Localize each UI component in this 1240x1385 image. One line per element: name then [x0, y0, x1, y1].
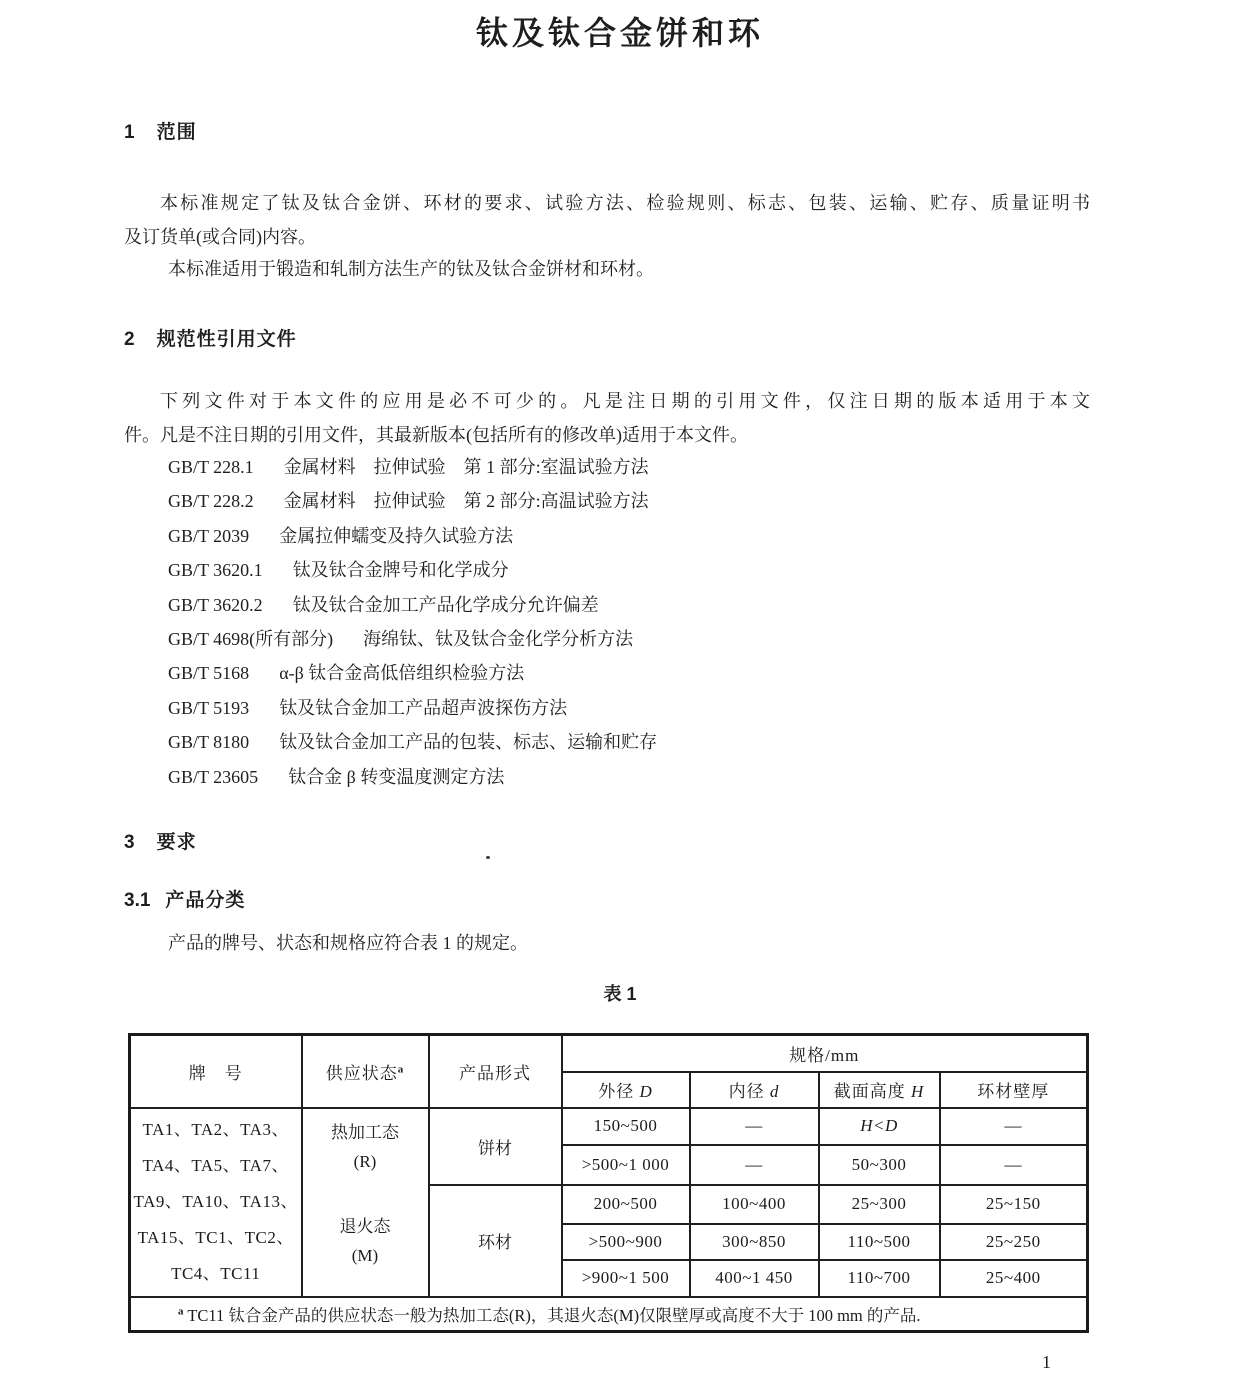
reference-code: GB/T 2039	[168, 525, 250, 546]
col-header-grade: 牌 号	[130, 1035, 302, 1108]
table-1-caption: 表 1	[603, 984, 637, 1004]
cell-height-r1: H<D	[819, 1108, 940, 1145]
reference-code: GB/T 3620.2	[168, 594, 263, 615]
cell-wall-r5: 25~400	[940, 1260, 1088, 1297]
reference-title: 钛及钛合金加工产品的包装、标志、运输和贮存	[279, 732, 658, 753]
reference-item	[168, 553, 1090, 587]
col-header-product-form: 产品形式	[429, 1035, 562, 1108]
section-1-number: 1	[124, 122, 135, 143]
section-2-heading	[124, 324, 297, 351]
reference-item	[168, 484, 1090, 518]
col-header-inner-diameter: 内径 d	[690, 1072, 819, 1108]
reference-title: α-β 钛合金高低倍组织检验方法	[279, 663, 525, 684]
footnote-marker: a	[178, 1305, 184, 1318]
footnote-marker: a	[397, 1063, 405, 1076]
page-number: 1	[1042, 1352, 1051, 1372]
cell-inner-d-r2: —	[690, 1145, 819, 1185]
scope-paragraph-1-line-2: 及订货单(或合同)内容。	[124, 227, 316, 247]
section-3-1-heading	[124, 885, 245, 912]
reference-title: 海绵钛、钛及钛合金化学分析方法	[363, 629, 634, 650]
section-3-1-number: 3.1	[124, 890, 151, 911]
supply-state-annealed: 退火态 (M)	[339, 1216, 391, 1265]
cell-wall-r3: 25~150	[940, 1185, 1088, 1224]
section-1-title: 范围	[156, 122, 197, 143]
scope-paragraph-2: 本标准适用于锻造和轧制方法生产的钛及钛合金饼材和环材。	[168, 259, 654, 279]
cell-supply-states	[302, 1108, 429, 1297]
references-intro	[124, 384, 1090, 452]
reference-code: GB/T 5193	[168, 697, 250, 718]
reference-item	[168, 622, 1090, 656]
references-intro-line-1: 下列文件对于本文件的应用是必不可少的。凡是注日期的引用文件，仅注日期的版本适用于本文	[160, 391, 1090, 411]
col-header-spec-group: 规格/mm	[562, 1035, 1088, 1072]
reference-title: 金属材料 拉伸试验 第 1 部分:室温试验方法	[283, 457, 649, 477]
reference-code: GB/T 228.2	[168, 491, 254, 512]
col-header-outer-diameter: 外径 D	[562, 1072, 690, 1108]
reference-item	[168, 519, 1090, 553]
reference-item	[168, 725, 1090, 759]
cell-height-r4: 110~500	[819, 1224, 940, 1260]
cell-height-r5: 110~700	[819, 1260, 940, 1297]
references-intro-line-2: 件。凡是不注日期的引用文件，其最新版本(包括所有的修改单)适用于本文件。	[124, 425, 748, 445]
reference-code: GB/T 23605	[168, 766, 259, 787]
reference-title: 金属材料 拉伸试验 第 2 部分:高温试验方法	[283, 491, 649, 512]
section-3-heading	[124, 827, 197, 854]
cell-inner-d-r5: 400~1 450	[690, 1260, 819, 1297]
reference-item	[168, 760, 1090, 794]
col-header-ring-wall: 环材壁厚	[940, 1072, 1088, 1108]
cell-outer-d-r2: >500~1 000	[562, 1145, 690, 1185]
cell-outer-d-r1: 150~500	[562, 1108, 690, 1145]
reference-title: 钛及钛合金加工产品化学成分允许偏差	[292, 594, 599, 615]
section-2-title: 规范性引用文件	[156, 329, 297, 350]
section-3-1-title: 产品分类	[165, 890, 246, 911]
reference-item	[168, 450, 1090, 484]
reference-code: GB/T 8180	[168, 732, 250, 753]
reference-code: GB/T 228.1	[168, 457, 254, 477]
table-footnote	[130, 1297, 1088, 1332]
scope-paragraph-1-line-1: 本标准规定了钛及钛合金饼、环材的要求、试验方法、检验规则、标志、包装、运输、贮存、质量证明书	[160, 193, 1090, 213]
reference-title: 金属拉伸蠕变及持久试验方法	[279, 525, 514, 546]
cell-inner-d-r3: 100~400	[690, 1185, 819, 1224]
reference-code: GB/T 3620.1	[168, 560, 263, 581]
reference-code: GB/T 4698(所有部分)	[168, 629, 334, 650]
scan-artifact-dot	[486, 856, 490, 859]
table-footnote-text: TC11 钛合金产品的供应状态一般为热加工态(R)，其退火态(M)仅限壁厚或高度不大于 100 mm 的产品.	[187, 1305, 921, 1325]
cell-form-cake: 饼材	[429, 1108, 562, 1185]
cell-grades: TA1、TA2、TA3、 TA4、TA5、TA7、 TA9、TA10、TA13、 TA15、TC1、TC2、 TC4、TC11	[130, 1108, 302, 1297]
reference-item	[168, 588, 1090, 622]
supply-state-hot-worked: 热加工态 (R)	[331, 1123, 399, 1171]
reference-title: 钛合金 β 转变温度测定方法	[288, 766, 505, 787]
reference-title: 钛及钛合金牌号和化学成分	[292, 560, 509, 581]
section-2-number: 2	[124, 329, 135, 350]
cell-height-r2: 50~300	[819, 1145, 940, 1185]
table-1	[128, 1033, 1089, 1333]
col-header-supply-state: 供应状态$^a$	[302, 1035, 429, 1108]
classification-paragraph: 产品的牌号、状态和规格应符合表 1 的规定。	[168, 933, 528, 953]
cell-wall-r2: —	[940, 1145, 1088, 1185]
cell-outer-d-r4: >500~900	[562, 1224, 690, 1260]
section-3-title: 要求	[156, 832, 197, 853]
scope-paragraph-1	[124, 186, 1090, 254]
reference-code: GB/T 5168	[168, 663, 250, 684]
cell-outer-d-r3: 200~500	[562, 1185, 690, 1224]
cell-form-ring: 环材	[429, 1185, 562, 1297]
section-3-number: 3	[124, 832, 135, 853]
reference-item	[168, 691, 1090, 725]
reference-title: 钛及钛合金加工产品超声波探伤方法	[279, 697, 568, 718]
section-1-heading	[124, 117, 197, 144]
cell-inner-d-r4: 300~850	[690, 1224, 819, 1260]
reference-item	[168, 656, 1090, 690]
cell-outer-d-r5: >900~1 500	[562, 1260, 690, 1297]
references-list	[168, 450, 1090, 794]
document-title: 钛及钛合金饼和环	[475, 15, 764, 51]
cell-wall-r4: 25~250	[940, 1224, 1088, 1260]
cell-wall-r1: —	[940, 1108, 1088, 1145]
cell-height-r3: 25~300	[819, 1185, 940, 1224]
cell-inner-d-r1: —	[690, 1108, 819, 1145]
col-header-section-height: 截面高度 H	[819, 1072, 940, 1108]
